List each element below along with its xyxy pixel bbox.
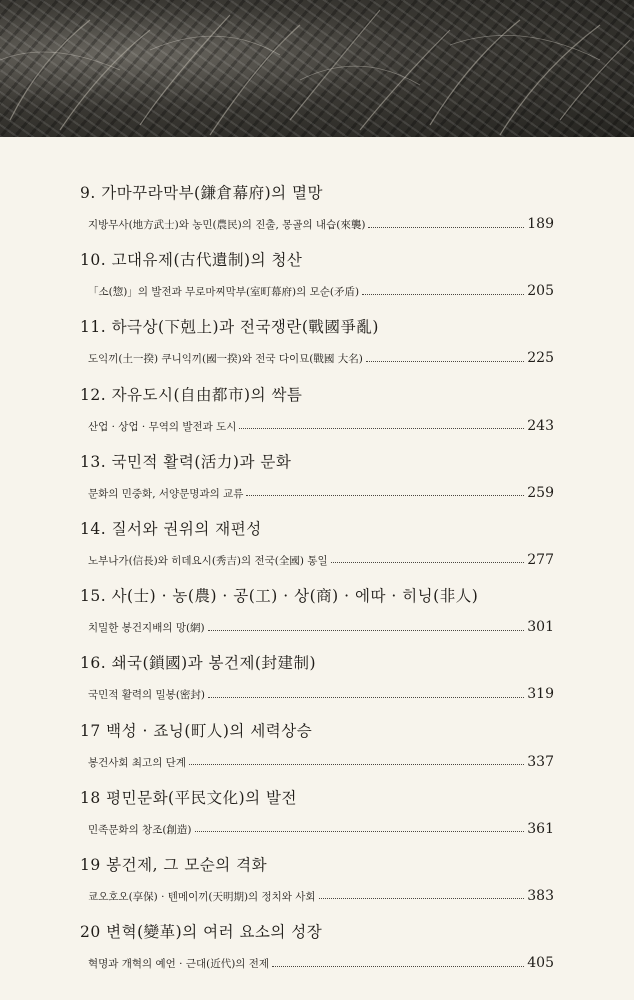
chapter-title: 13. 국민적 활력(活力)과 문화 — [80, 452, 292, 471]
header-photo-banner — [0, 0, 634, 137]
toc-entry — [80, 383, 554, 450]
dot-leader — [208, 697, 524, 698]
dot-leader — [366, 361, 524, 362]
chapter-description: 국민적 활력의 밀봉(密封) — [88, 689, 206, 702]
chapter-description: 문화의 민중화, 서양문명과의 교류 — [88, 487, 244, 500]
chapter-description: 산업 · 상업 · 무역의 발전과 도시 — [88, 420, 237, 433]
toc-entry — [80, 853, 554, 920]
chapter-description: 치밀한 봉건지배의 망(網) — [88, 622, 205, 635]
chapter-description: 지방무사(地方武士)와 농민(農民)의 진출, 몽골의 내습(來襲) — [88, 219, 366, 231]
dot-leader — [272, 966, 524, 967]
page-number: 225 — [527, 350, 554, 367]
dot-leader — [208, 630, 525, 631]
chapter-title: 15. 사(士) · 농(農) · 공(工) · 상(商) · 에따 · 히닝(非人) — [80, 587, 479, 606]
page-number: 259 — [527, 484, 554, 501]
chapter-description: 민족문화의 창조(創造) — [88, 823, 192, 836]
page-number: 205 — [527, 283, 554, 300]
page-number: 405 — [527, 955, 554, 972]
toc-entry — [80, 248, 554, 315]
dot-leader — [189, 764, 524, 765]
toc-entry — [80, 517, 554, 584]
page-number: 301 — [527, 619, 554, 636]
dot-leader — [195, 831, 525, 832]
chapter-title: 11. 하극상(下剋上)과 전국쟁란(戰國爭亂) — [80, 318, 379, 337]
chapter-description: 봉건사회 최고의 단계 — [88, 756, 186, 769]
dot-leader — [362, 294, 524, 295]
chapter-description: 쿄오호오(享保) · 텐메이끼(天明期)의 정치와 사회 — [88, 890, 316, 903]
toc-entry — [80, 786, 554, 853]
dot-leader — [246, 495, 524, 496]
page-number: 277 — [527, 551, 554, 568]
chapter-description: 혁명과 개혁의 예언 · 근대(近代)의 전제 — [88, 958, 270, 971]
chapter-title: 16. 쇄국(鎖國)과 봉건제(封建制) — [80, 654, 317, 673]
toc-entry — [80, 920, 554, 987]
chapter-title: 17 백성 · 죠닝(町人)의 세력상승 — [80, 721, 313, 740]
chapter-description: 도익끼(土一揆) 쿠니익끼(國一揆)와 전국 다이묘(戰國 大名) — [88, 353, 363, 366]
page-number: 383 — [527, 887, 554, 904]
toc-entry — [80, 651, 554, 718]
dot-leader — [331, 562, 525, 563]
chapter-title: 14. 질서와 권위의 재편성 — [80, 519, 262, 538]
toc-entry — [80, 584, 554, 651]
toc-entry — [80, 450, 554, 517]
chapter-title: 9. 가마꾸라막부(鎌倉幕府)의 멸망 — [80, 184, 323, 202]
page-number: 189 — [527, 216, 554, 232]
page-number: 337 — [527, 753, 554, 770]
toc-entry — [80, 719, 554, 786]
chapter-title: 20 변혁(變革)의 여러 요소의 성장 — [80, 923, 323, 942]
chapter-title: 10. 고대유제(古代遺制)의 청산 — [80, 251, 303, 270]
dot-leader — [368, 227, 524, 228]
toc-entry — [80, 181, 554, 248]
page-number: 361 — [527, 820, 554, 837]
chapter-title: 18 평민문화(平民文化)의 발전 — [80, 788, 297, 807]
toc-entry — [80, 315, 554, 382]
chapter-title: 12. 자유도시(自由都市)의 싹틈 — [80, 385, 303, 404]
grass-texture-image — [0, 0, 634, 137]
dot-leader — [319, 898, 525, 899]
chapter-title: 19 봉건제, 그 모순의 격화 — [80, 855, 268, 874]
page-number: 319 — [527, 686, 554, 703]
page-number: 243 — [527, 417, 554, 434]
dot-leader — [239, 428, 524, 429]
chapter-description: 「소(惣)」의 발전과 무로마찌막부(室町幕府)의 모순(矛盾) — [88, 286, 360, 299]
table-of-contents — [80, 181, 554, 987]
chapter-description: 노부나가(信長)와 히데요시(秀吉)의 전국(全國) 통일 — [88, 554, 328, 567]
